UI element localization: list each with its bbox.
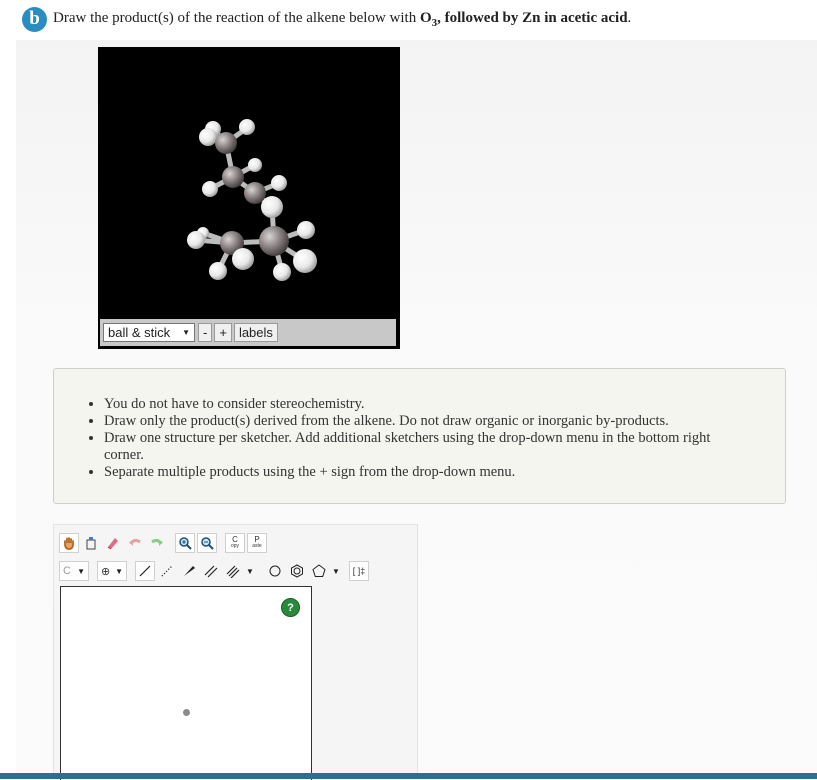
molecule-3d-render[interactable]: [98, 47, 400, 317]
instructions-list: [54, 396, 744, 481]
canvas-center-dot: [183, 709, 190, 716]
drawing-canvas[interactable]: [60, 586, 312, 780]
sketcher-toolbar-tools: [59, 561, 371, 581]
zoom-out-button[interactable]: -: [198, 323, 212, 342]
bottom-bar: [0, 773, 817, 779]
question-end: .: [627, 9, 632, 26]
element-select[interactable]: [59, 561, 89, 581]
help-button[interactable]: ?: [281, 598, 300, 617]
undo-button[interactable]: [125, 533, 145, 553]
copy-label-top: C: [232, 535, 238, 544]
chevron-down-icon: ▼: [246, 566, 254, 576]
redo-button[interactable]: [147, 533, 167, 553]
hand-pan-button[interactable]: [59, 533, 79, 553]
benzene-ring-button[interactable]: [287, 561, 307, 581]
hashed-bond-button[interactable]: [157, 561, 177, 581]
triple-bond-icon: [226, 564, 240, 578]
chevron-down-icon: ▼: [332, 566, 340, 576]
render-style-select[interactable]: [103, 323, 195, 342]
question-badge: b: [22, 7, 47, 32]
reagent-subscript: 3: [431, 16, 438, 29]
chevron-down-icon: ▼: [182, 328, 190, 337]
zoom-in-button[interactable]: +: [214, 323, 232, 342]
trash-icon: [85, 536, 97, 550]
triple-bond-button[interactable]: [223, 561, 243, 581]
single-bond-icon: [138, 564, 152, 578]
molecule-viewer[interactable]: [98, 47, 400, 349]
erase-button[interactable]: [103, 533, 123, 553]
hashed-bond-icon: [160, 564, 174, 578]
instruction-item: • Separate multiple products using the + sign from the drop-down menu.: [104, 464, 744, 481]
ring-icon: [268, 564, 282, 578]
pentagon-ring-button[interactable]: [309, 561, 329, 581]
question-bold-suffix: , followed by Zn in acetic acid: [437, 9, 628, 26]
redo-icon: [150, 537, 164, 549]
viewer-controls: [100, 319, 396, 346]
question-header: [22, 6, 631, 32]
chevron-down-icon: ▼: [115, 566, 123, 576]
copy-label-bottom: opy: [230, 543, 240, 549]
hand-icon: [62, 536, 76, 550]
copy-button[interactable]: [225, 533, 245, 553]
instruction-item: • Draw one structure per sketcher. Add additional sketchers using the drop-down menu in the bottom right corner.: [104, 430, 744, 464]
reagent: O: [419, 9, 432, 26]
zoom-out-tool-button[interactable]: [197, 533, 217, 553]
single-bond-button[interactable]: [135, 561, 155, 581]
element-value: C: [63, 565, 71, 577]
paste-label-bottom: aste: [252, 543, 262, 549]
benzene-icon: [290, 564, 304, 578]
structure-sketcher: [53, 524, 418, 779]
instruction-item: • Draw only the product(s) derived from the alkene. Do not draw organic or inorganic by-products.: [104, 413, 744, 430]
instructions-box: [53, 368, 786, 504]
zoom-in-tool-button[interactable]: [175, 533, 195, 553]
wedge-bond-button[interactable]: [179, 561, 199, 581]
zoom-in-icon: [178, 536, 192, 550]
paste-button[interactable]: [247, 533, 267, 553]
question-prefix: Draw the product(s) of the reaction of the alkene below with: [53, 9, 420, 26]
charge-icon: ⊕: [101, 565, 111, 578]
zoom-out-icon: [200, 536, 214, 550]
question-text: [53, 10, 631, 29]
paste-label-top: P: [254, 535, 260, 544]
ring-menu-dropdown[interactable]: [331, 561, 341, 581]
instruction-item: • You do not have to consider stereochemistry.: [104, 396, 744, 413]
double-bond-button[interactable]: [201, 561, 221, 581]
render-style-value: ball & stick: [108, 325, 171, 340]
cyclopropane-ring-button[interactable]: [265, 561, 285, 581]
charge-select[interactable]: [97, 561, 127, 581]
double-bond-icon: [204, 564, 218, 578]
pentagon-icon: [312, 564, 326, 578]
chevron-down-icon: ▼: [77, 566, 85, 576]
sketcher-toolbar-top: [59, 533, 269, 553]
clear-button[interactable]: [81, 533, 101, 553]
bond-menu-dropdown[interactable]: [245, 561, 255, 581]
bracket-button[interactable]: [ ]‡: [349, 561, 369, 581]
wedge-bond-icon: [182, 564, 196, 578]
undo-icon: [128, 537, 142, 549]
labels-button[interactable]: labels: [234, 323, 278, 342]
eraser-icon: [106, 536, 120, 550]
